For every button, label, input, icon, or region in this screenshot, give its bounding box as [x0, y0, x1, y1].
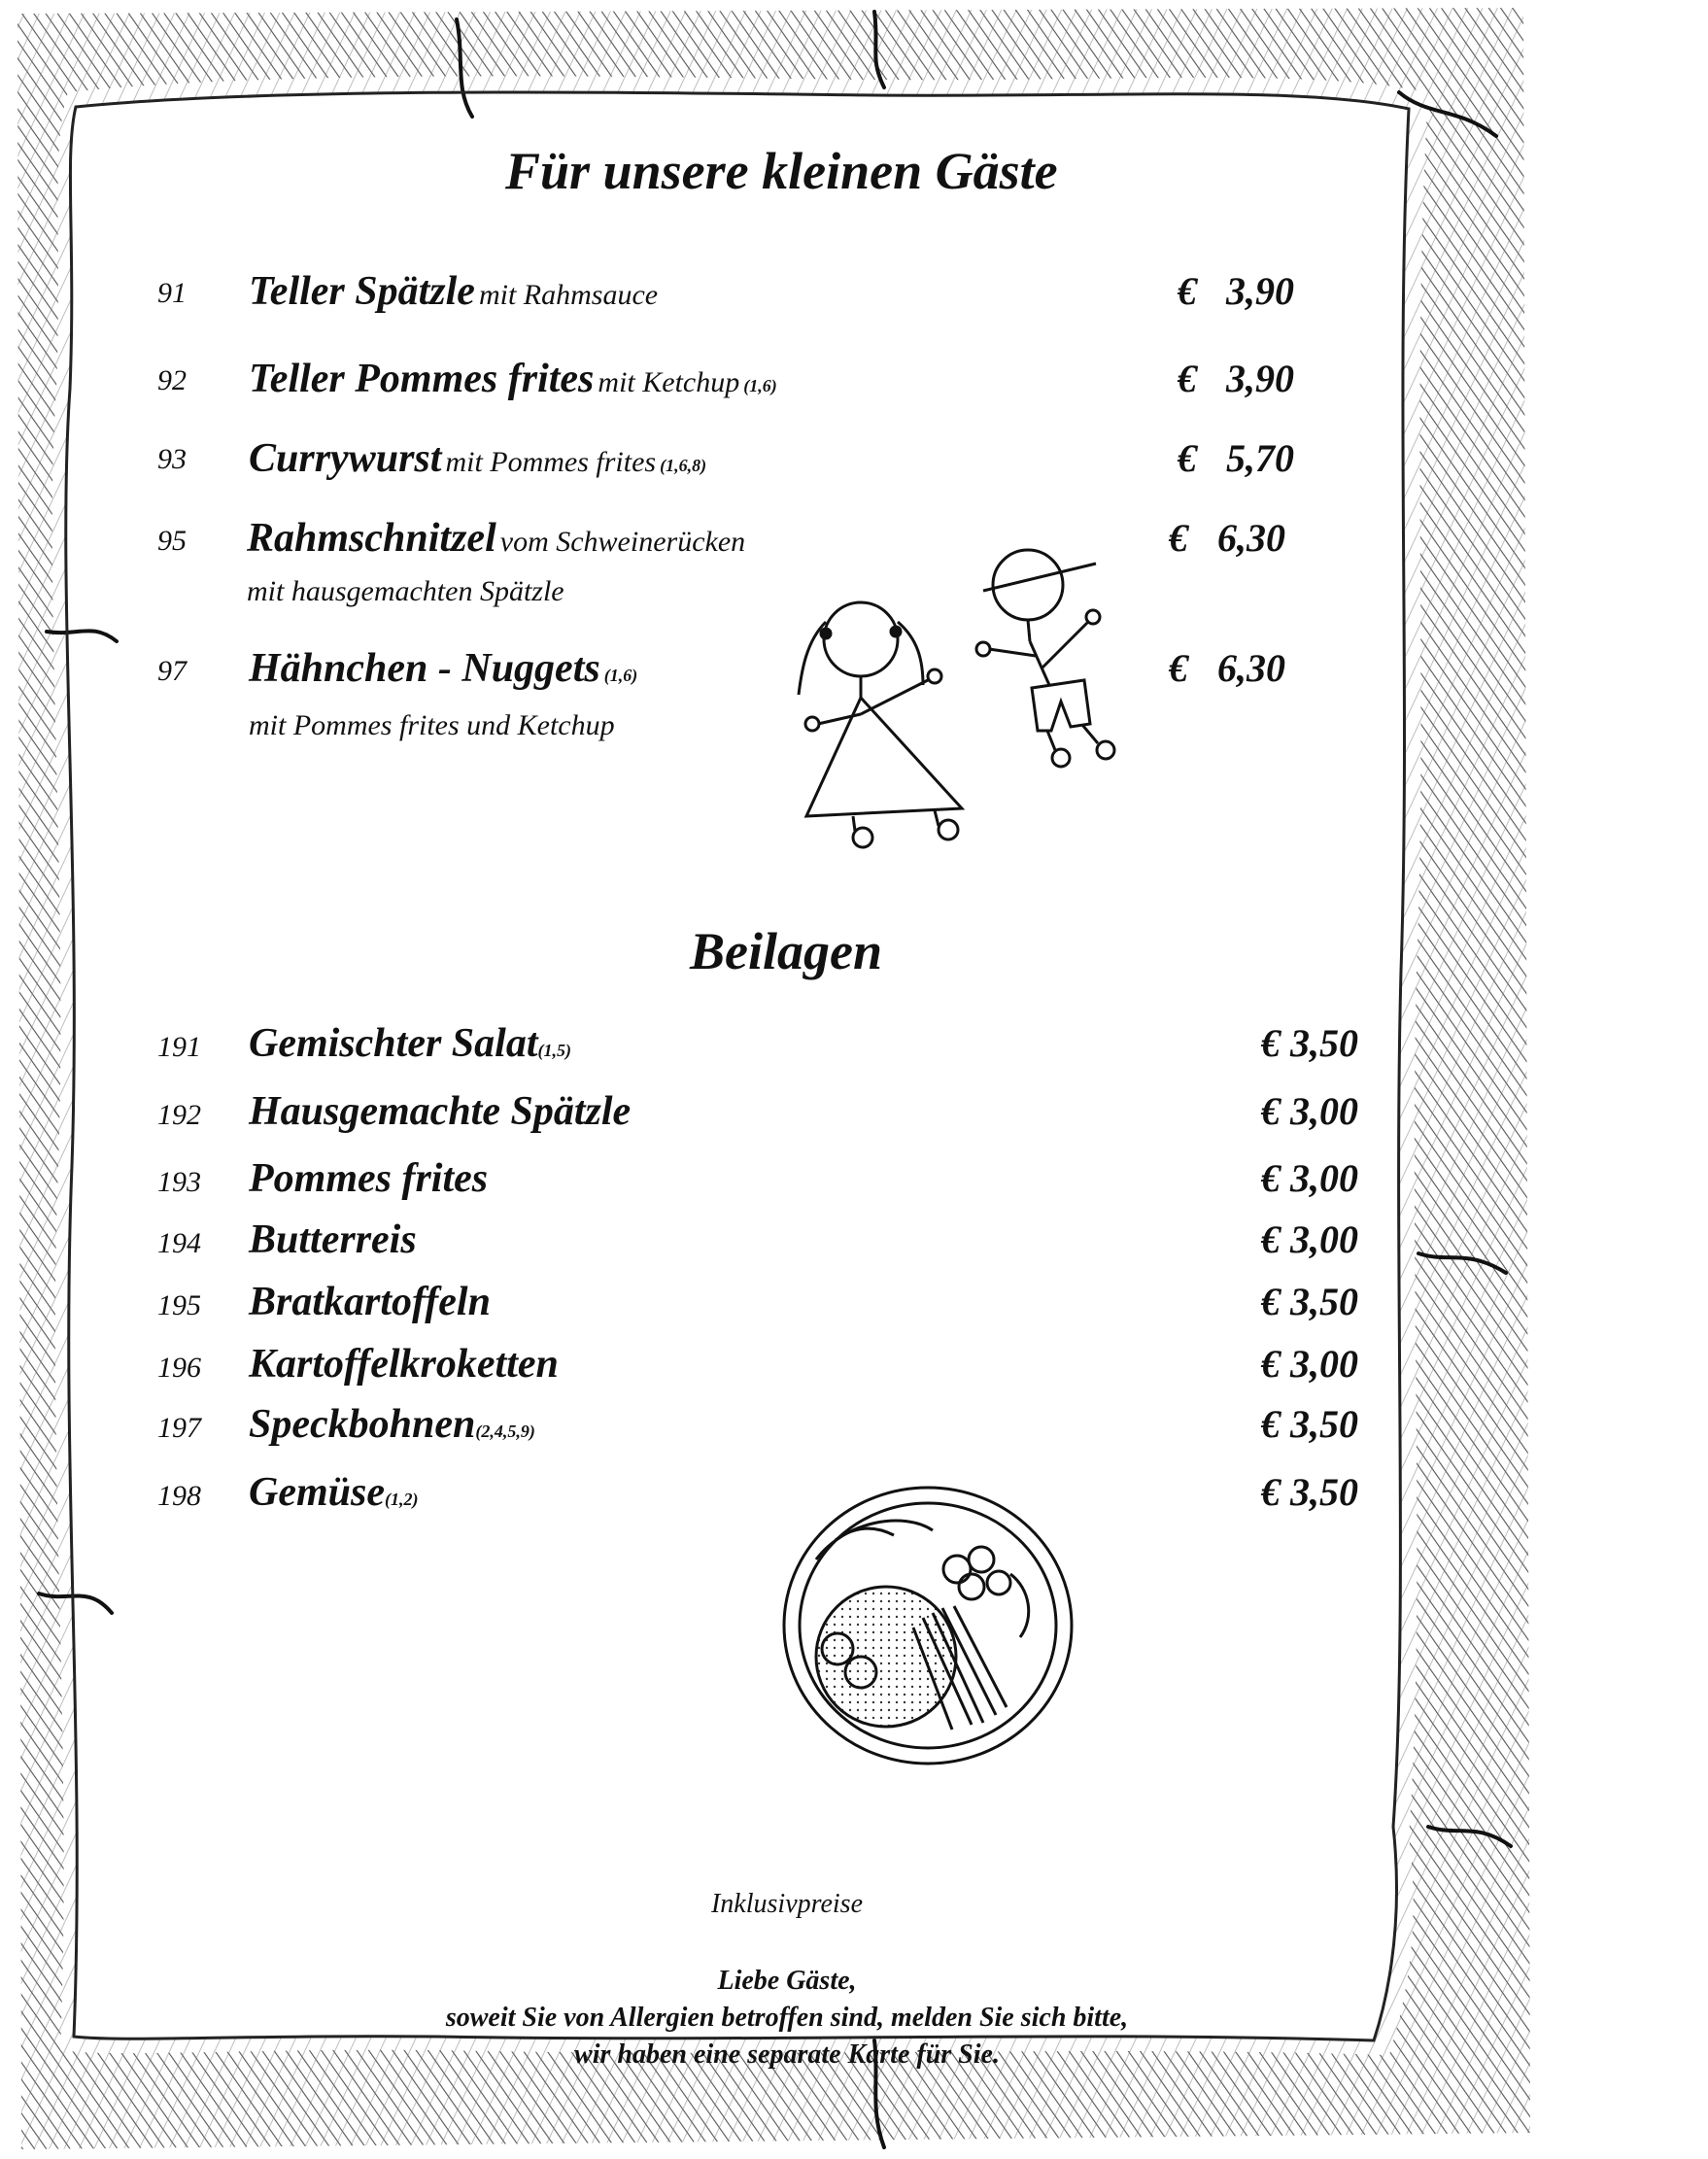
dish-description-line2: mit Pommes frites und Ketchup	[249, 709, 615, 741]
menu-item	[249, 1020, 571, 1067]
item-number: 195	[157, 1289, 201, 1321]
allergy-notice-line: soweit Sie von Allergien betroffen sind, melden Sie sich bitte,	[445, 2003, 1129, 2033]
price: € 3,50	[1261, 1280, 1358, 1323]
price: € 3,00	[1261, 1089, 1358, 1133]
girl-head	[824, 602, 898, 676]
price: € 6,30	[1169, 516, 1285, 560]
dish-name: Gemüse	[249, 1470, 385, 1515]
dish-name: Pommes frites	[249, 1156, 489, 1201]
dish-description-line2: mit hausgemachten Spätzle	[247, 575, 564, 607]
menu-item	[249, 1469, 419, 1516]
allergen-codes: (2,4,5,9)	[475, 1422, 535, 1441]
allergy-notice-line: wir haben eine separate Karte für Sie.	[574, 2039, 1000, 2070]
dish-description: mit Pommes frites	[445, 446, 657, 478]
allergen-codes: (1,6)	[743, 376, 777, 395]
inclusive-prices-note: Inklusivpreise	[710, 1889, 864, 1919]
price: € 3,50	[1261, 1470, 1358, 1514]
price: € 3,00	[1261, 1217, 1358, 1261]
dish-name: Rahmschnitzel	[247, 516, 496, 561]
price: € 3,00	[1261, 1342, 1358, 1386]
food-plate-illustration	[777, 1482, 1078, 1768]
dish-name: Hausgemachte Spätzle	[249, 1089, 632, 1134]
dish-name: Speckbohnen	[249, 1402, 476, 1447]
item-number: 92	[157, 364, 187, 396]
allergen-codes: (1,6)	[603, 666, 638, 685]
dish-name: Teller Spätzle	[249, 269, 475, 314]
allergen-codes: (1,5)	[537, 1041, 572, 1060]
item-number: 193	[157, 1166, 201, 1198]
price: € 3,50	[1261, 1402, 1358, 1446]
allergen-codes: (1,2)	[385, 1490, 419, 1509]
sides-section-title: Beilagen	[690, 922, 882, 980]
menu-item	[249, 435, 706, 482]
menu-item	[249, 1401, 535, 1448]
dish-name: Butterreis	[249, 1217, 417, 1262]
item-number: 194	[157, 1227, 201, 1259]
menu-item	[249, 356, 777, 402]
dish-description: mit Ketchup	[598, 366, 740, 398]
menu-item	[247, 515, 745, 562]
item-number: 198	[157, 1480, 201, 1512]
item-number: 196	[157, 1352, 201, 1384]
dish-name: Bratkartoffeln	[249, 1280, 491, 1324]
menu-item	[249, 1279, 491, 1325]
price: € 3,90	[1178, 357, 1294, 400]
item-number: 97	[157, 655, 187, 687]
dish-description: vom Schweinerücken	[499, 526, 746, 558]
dish-name: Hähnchen - Nuggets	[249, 646, 600, 691]
menu-item	[249, 1088, 631, 1135]
item-number: 192	[157, 1099, 201, 1131]
dish-name: Teller Pommes frites	[249, 357, 595, 401]
price: € 3,90	[1178, 269, 1294, 313]
item-number: 93	[157, 443, 187, 475]
allergy-notice	[301, 1963, 1273, 2073]
allergen-codes: (1,6,8)	[660, 456, 707, 475]
item-number: 95	[157, 525, 187, 557]
price: € 3,50	[1261, 1021, 1358, 1065]
kids-section-title: Für unsere kleinen Gäste	[505, 142, 1058, 200]
dish-description: mit Rahmsauce	[478, 279, 659, 311]
menu-item	[249, 645, 637, 692]
item-number: 197	[157, 1412, 201, 1444]
stick-figure-children-illustration	[777, 525, 1166, 855]
dish-name: Kartoffelkroketten	[249, 1342, 559, 1387]
menu-item	[249, 1155, 488, 1202]
dish-name: Currywurst	[249, 436, 442, 481]
boy-shorts	[1032, 680, 1090, 731]
allergy-notice-line: Liebe Gäste,	[717, 1966, 857, 1996]
dish-name: Gemischter Salat	[249, 1021, 538, 1066]
girl-dress	[806, 698, 962, 816]
menu-item	[249, 1341, 559, 1388]
menu-item	[249, 1217, 417, 1263]
item-number: 191	[157, 1031, 201, 1063]
price: € 6,30	[1169, 646, 1285, 690]
menu-item	[249, 268, 658, 315]
item-number: 91	[157, 277, 187, 309]
price: € 5,70	[1178, 436, 1294, 480]
price: € 3,00	[1261, 1156, 1358, 1200]
